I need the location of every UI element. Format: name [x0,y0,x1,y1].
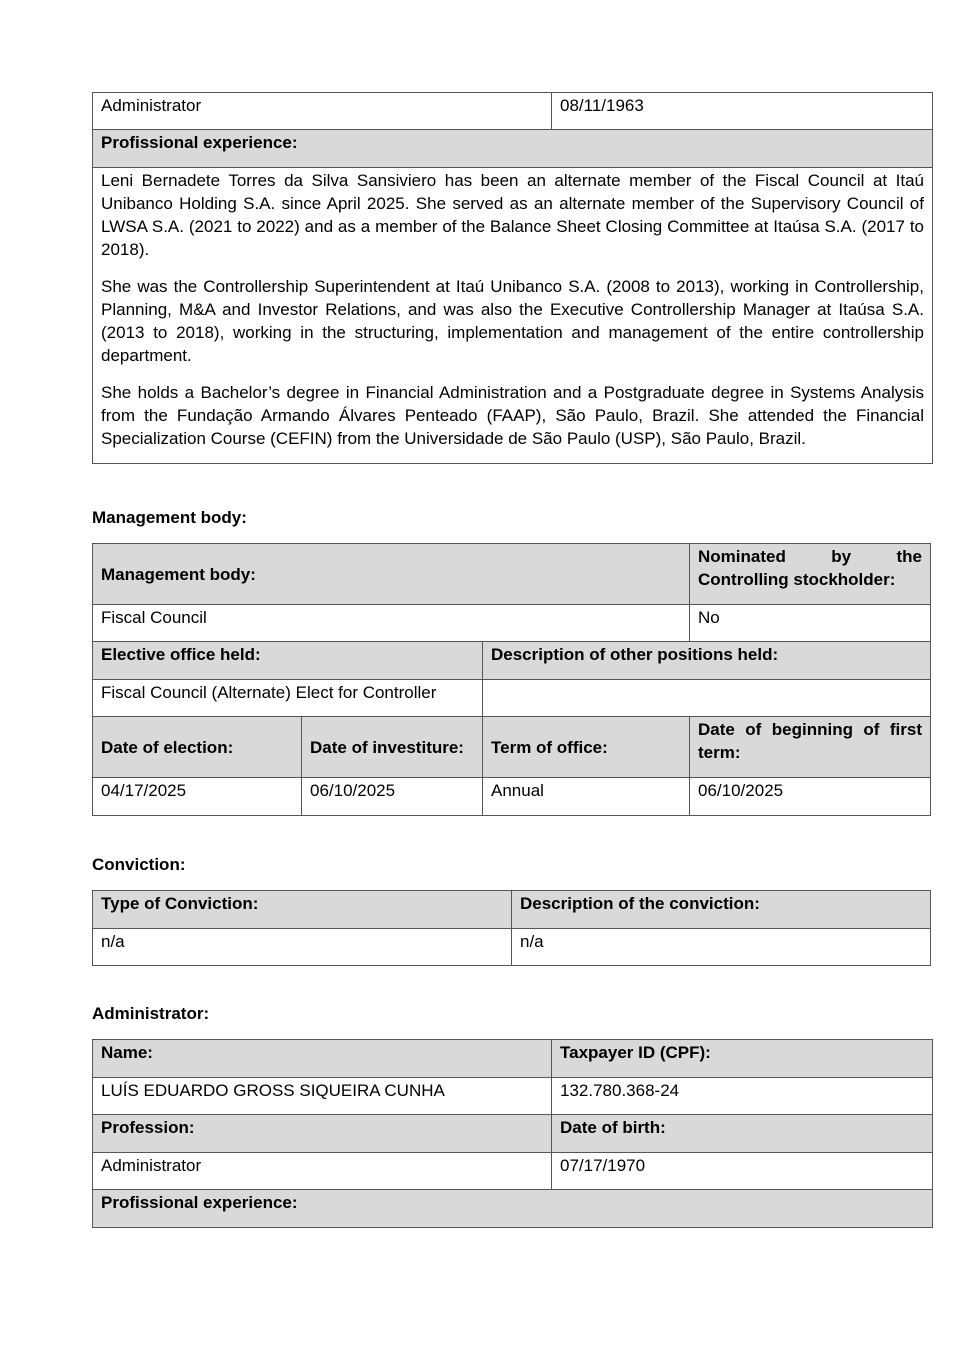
experience-paragraph-2: She was the Controllership Superintendent at Itaú Unibanco S.A. (2008 to 2013), working in Controllership, Planning, M&A and Investor Relations, and was also the Executive Controllership Manager at Itaúsa S.A. (2013 to 2018), working in the structuring, implementation and management of the entire controllership department. [101,277,924,365]
admin-experience-label: Profissional experience: [93,1190,933,1228]
management-table [92,543,931,816]
other-positions-value [483,680,931,717]
management-body-value: Fiscal Council [93,605,690,642]
conviction-section-title: Conviction: [92,855,186,874]
first-term-date-value: 06/10/2025 [690,778,931,816]
person1-table [92,92,933,464]
management-section-title: Management body: [92,508,247,527]
term-of-office-label: Term of office: [483,717,690,778]
admin-cpf-label: Taxpayer ID (CPF): [552,1040,933,1078]
nominated-label: Nominated by the Controlling stockholder: [690,544,931,605]
admin-name-value: LUÍS EDUARDO GROSS SIQUEIRA CUNHA [93,1078,552,1115]
admin-profession-value: Administrator [93,1153,552,1190]
first-term-date-label: Date of beginning of first term: [690,717,931,778]
person1-profession: Administrator [93,93,552,130]
investiture-date-label: Date of investiture: [302,717,483,778]
admin-dob-value: 07/17/1970 [552,1153,933,1190]
admin-cpf-value: 132.780.368-24 [552,1078,933,1115]
experience-paragraph-3: She holds a Bachelor’s degree in Financial Administration and a Postgraduate degree in Systems Analysis from the Fundação Armando Álvares Penteado (FAAP), São Paulo, Brazil. She attended the Financial Specialization Course (CEFIN) from the Universidade de São Paulo (USP), São Paulo, Brazil. [101,383,924,448]
other-positions-label: Description of other positions held: [483,642,931,680]
elective-office-label: Elective office held: [93,642,483,680]
admin-dob-label: Date of birth: [552,1115,933,1153]
admin-name-label: Name: [93,1040,552,1078]
nominated-value: No [690,605,931,642]
term-of-office-value: Annual [483,778,690,816]
election-date-label: Date of election: [93,717,302,778]
conviction-table [92,890,931,966]
conviction-type-value: n/a [93,929,512,966]
person1-date-of-birth: 08/11/1963 [552,93,933,130]
administrator-table [92,1039,933,1228]
conviction-description-label: Description of the conviction: [512,891,931,929]
person1-experience-label: Profissional experience: [93,130,933,168]
elective-office-value: Fiscal Council (Alternate) Elect for Controller [93,680,483,717]
experience-paragraph-1: Leni Bernadete Torres da Silva Sansiviero has been an alternate member of the Fiscal Council at Itaú Unibanco Holding S.A. since April 2025. She served as an alternate member of the Supervisory Council of LWSA S.A. (2021 to 2022) and as a member of the Balance Sheet Closing Committee at Itaúsa S.A. (2017 to 2018). [101,171,924,259]
election-date-value: 04/17/2025 [93,778,302,816]
investiture-date-value: 06/10/2025 [302,778,483,816]
conviction-description-value: n/a [512,929,931,966]
administrator-section-title: Administrator: [92,1004,210,1023]
admin-profession-label: Profession: [93,1115,552,1153]
person1-experience-body [93,168,933,464]
conviction-type-label: Type of Conviction: [93,891,512,929]
management-body-label: Management body: [93,544,690,605]
